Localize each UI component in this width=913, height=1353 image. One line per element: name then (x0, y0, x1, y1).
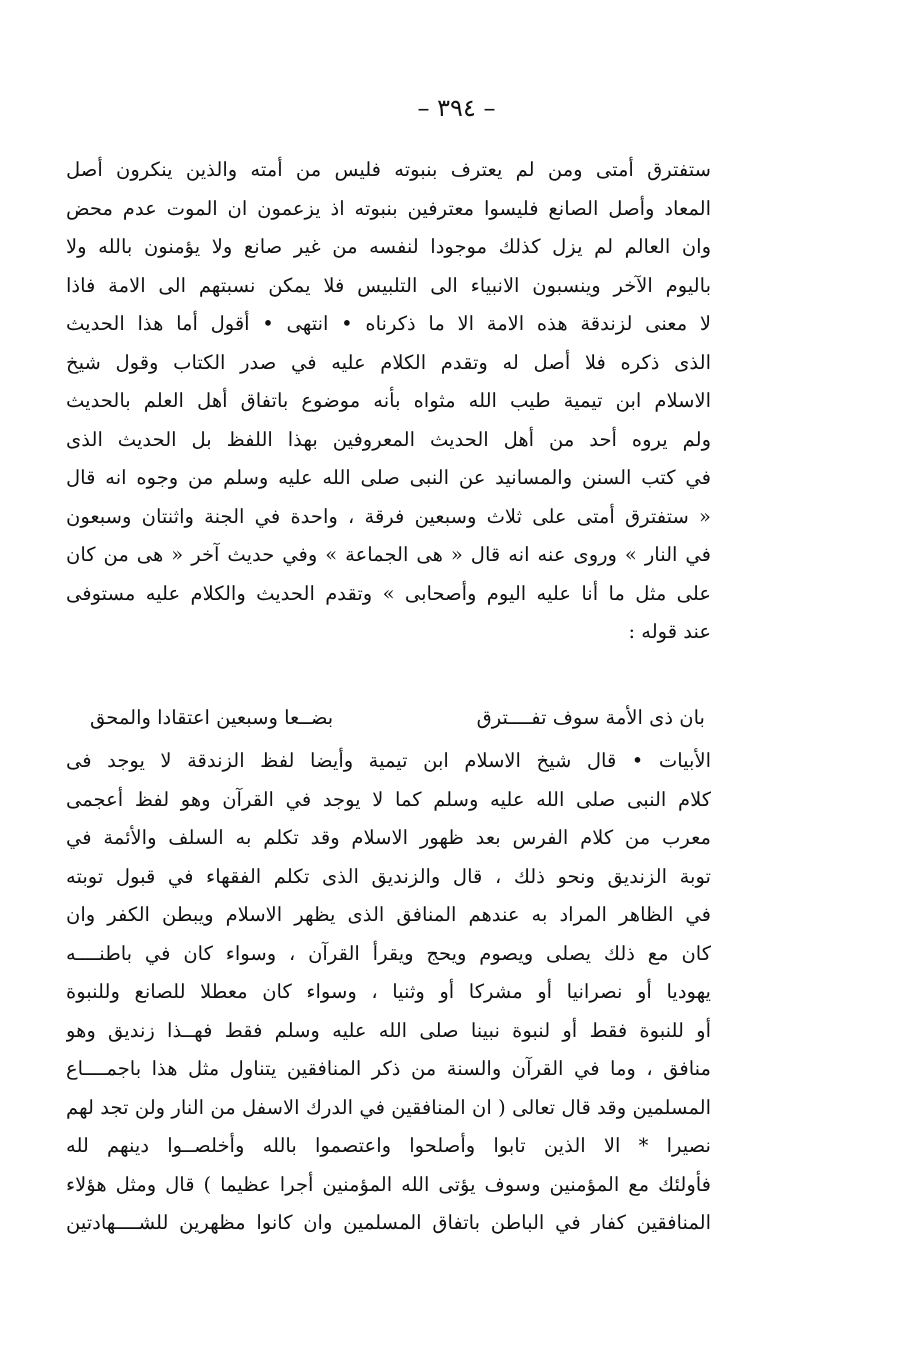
text-line: أو للنبوة فقط أو لنبوة نبينا صلى الله عليه وسلم فقط فهــذا زنديق وهو (66, 1018, 711, 1042)
page-number: – ٣٩٤ – (417, 94, 496, 122)
text-line: معرب من كلام الفرس بعد ظهور الاسلام وقد تكلم به السلف والأئمة في (66, 826, 711, 849)
poetry-verse (90, 700, 705, 736)
text-line: باليوم الآخر وينسبون الانبياء الى التلبيس فلا يمكن نسبتهم الى الامة فاذا (66, 273, 711, 297)
text-line: منافق ، وما في القرآن والسنة من ذكر المنافقين يتناول مثل هذا باجمــــاع (66, 1057, 711, 1080)
text-line: ولم يروه أحد من أهل الحديث المعروفين بهذا اللفظ بل الحديث الذى (66, 427, 711, 451)
text-line: كلام النبى صلى الله عليه وسلم كما لا يوجد في القرآن وهو لفظ أعجمى (66, 787, 711, 811)
verse-second-hemistich: بضــعا وسبعين اعتقادا والمحق (90, 706, 334, 729)
text-line: الاسلام ابن تيمية طيب الله مثواه بأنه موضوع باتفاق أهل العلم بالحديث (66, 389, 711, 412)
text-line: المسلمين وقد قال تعالى ( ان المنافقين في الدرك الاسفل من النار ولن تجد لهم (66, 1095, 711, 1119)
body-text-top (66, 151, 711, 652)
text-line: توبة الزنديق ونحو ذلك ، قال والزنديق الذى تكلم الفقهاء في قبول توبته (66, 864, 711, 888)
text-line: المنافقين كفار في الباطن باتفاق المسلمين وان كانوا مظهرين للشــــهادتين (66, 1211, 711, 1234)
text-line: لا معنى لزندقة هذه الامة الا ما ذكرناه • انتهى • أقول أما هذا الحديث (66, 312, 711, 335)
text-line: يهوديا أو نصرانيا أو مشركا أو وثنيا ، وسواء كان معطلا للصانع وللنبوة (66, 980, 711, 1003)
text-line: عند قوله : (628, 620, 711, 643)
verse-first-hemistich: بان ذى الأمة سوف تفــــترق (476, 706, 705, 729)
text-line: في الظاهر المراد به عندهم المنافق الذى يظهر الاسلام ويبطن الكفر وان (66, 903, 711, 926)
text-line: على مثل ما أنا عليه اليوم وأصحابى » وتقدم الحديث والكلام عليه مستوفى (66, 581, 711, 605)
text-line: فأولئك مع المؤمنين وسوف يؤتى الله المؤمنين أجرا عظيما ) قال ومثل هؤلاء (66, 1172, 711, 1196)
text-line: المعاد وأصل الصانع فليسوا معترفين بنبوته اذ يزعمون ان الموت عدم محض (66, 196, 711, 220)
text-line: ستفترق أمتى ومن لم يعترف بنبوته فليس من أمته والذين ينكرون أصل (66, 158, 711, 181)
text-line: في كتب السنن والمسانيد عن النبى صلى الله عليه وسلم من وجوه انه قال (66, 466, 711, 489)
text-line: كان مع ذلك يصلى ويصوم ويحج ويقرأ القرآن ، وسواء كان في باطنــــه (66, 941, 711, 965)
text-line: نصيرا * الا الذين تابوا وأصلحوا واعتصموا بالله وأخلصــوا دينهم لله (66, 1134, 711, 1157)
text-line: الأبيات • قال شيخ الاسلام ابن تيمية وأيضا لفظ الزندقة لا يوجد فى (66, 749, 711, 772)
text-line: « ستفترق أمتى على ثلاث وسبعين فرقة ، واحدة في الجنة واثنتان وسبعون (66, 504, 711, 528)
text-line: في النار » وروى عنه انه قال « هى الجماعة » وفي حديث آخر « هى من كان (66, 543, 711, 566)
body-text-bottom (66, 742, 711, 1243)
text-line: وان العالم لم يزل كذلك موجودا لنفسه من غير صانع ولا يؤمنون بالله ولا (66, 235, 711, 258)
text-line: الذى ذكره فلا أصل له وتقدم الكلام عليه في صدر الكتاب وقول شيخ (66, 350, 711, 374)
